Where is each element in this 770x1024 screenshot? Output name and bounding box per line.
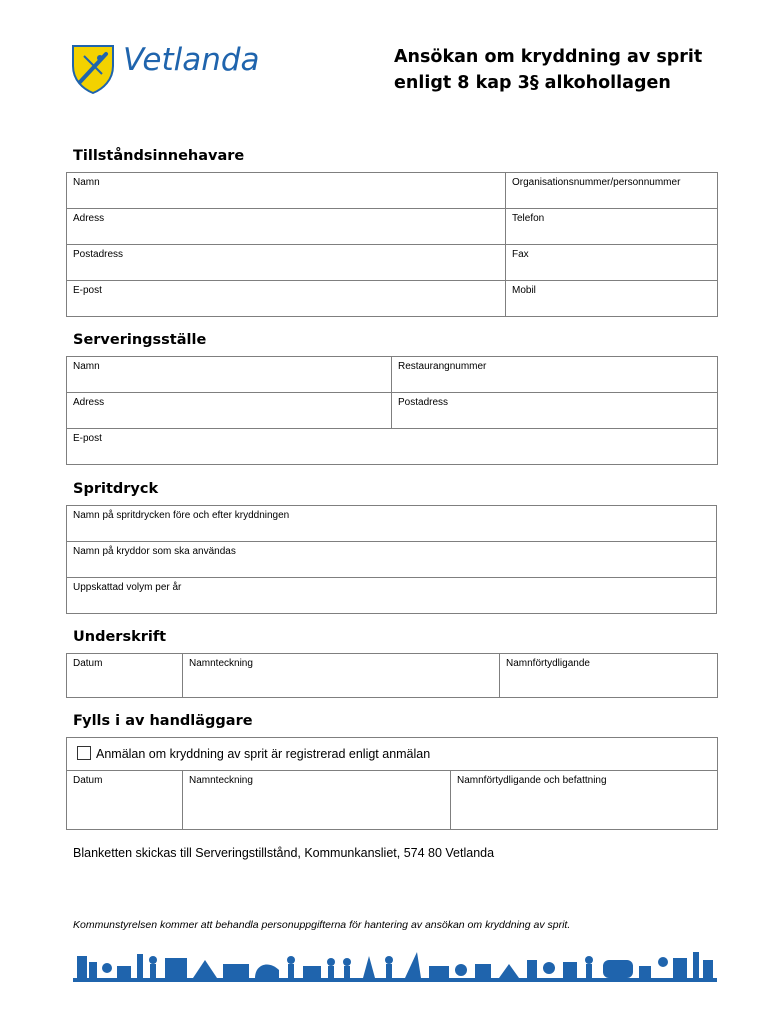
vetlanda-logo — [70, 44, 270, 94]
holder-name-field[interactable]: Namn — [67, 173, 506, 209]
mailing-address-note: Blanketten skickas till Serveringstillstånd, Kommunkansliet, 574 80 Vetlanda — [73, 846, 495, 860]
signature-date-field[interactable]: Datum — [67, 654, 183, 698]
holder-table — [66, 172, 718, 317]
footer-illustration — [73, 946, 717, 982]
signature-sign-field[interactable]: Namnteckning — [183, 654, 500, 698]
title-line-1: Ansökan om kryddning av sprit — [394, 47, 703, 67]
officer-date-field[interactable]: Datum — [67, 771, 183, 830]
holder-fax-field[interactable]: Fax — [506, 245, 718, 281]
coat-of-arms-icon — [70, 44, 116, 94]
privacy-note: Kommunstyrelsen kommer att behandla personuppgifterna för hantering av ansökan om kryddning av sprit. — [73, 919, 571, 931]
title-line-2: enligt 8 kap 3§ alkohollagen — [394, 73, 671, 93]
registered-checkbox[interactable] — [77, 746, 91, 760]
holder-postal-field[interactable]: Postadress — [67, 245, 506, 281]
holder-phone-field[interactable]: Telefon — [506, 209, 718, 245]
venue-address-field[interactable]: Adress — [67, 393, 392, 429]
holder-email-field[interactable]: E-post — [67, 281, 506, 317]
venue-postal-field[interactable]: Postadress — [392, 393, 718, 429]
officer-sign-field[interactable]: Namnteckning — [183, 771, 451, 830]
registered-checkbox-label: Anmälan om kryddning av sprit är registrerad enligt anmälan — [96, 747, 431, 761]
section-heading-officer: Fylls i av handläggare — [73, 713, 253, 729]
spice-names-field[interactable]: Namn på kryddor som ska användas — [67, 542, 717, 578]
holder-orgnr-field[interactable]: Organisationsnummer/personnummer — [506, 173, 718, 209]
officer-clarification-field[interactable]: Namnförtydligande och befattning — [451, 771, 718, 830]
signature-table — [66, 653, 718, 698]
section-heading-spirit: Spritdryck — [73, 481, 159, 497]
yearly-volume-field[interactable]: Uppskattad volym per år — [67, 578, 717, 614]
section-heading-holder: Tillståndsinnehavare — [73, 148, 245, 164]
signature-clarification-field[interactable]: Namnförtydligande — [500, 654, 718, 698]
holder-address-field[interactable]: Adress — [67, 209, 506, 245]
officer-registered-row[interactable] — [67, 738, 718, 771]
venue-restaurant-number-field[interactable]: Restaurangnummer — [392, 357, 718, 393]
spirit-name-field[interactable]: Namn på spritdrycken före och efter kryddningen — [67, 506, 717, 542]
venue-table — [66, 356, 718, 465]
holder-mobile-field[interactable]: Mobil — [506, 281, 718, 317]
officer-table — [66, 737, 718, 830]
venue-name-field[interactable]: Namn — [67, 357, 392, 393]
section-heading-venue: Serveringsställe — [73, 332, 207, 348]
section-heading-signature: Underskrift — [73, 629, 167, 645]
logo-wordmark: Vetlanda — [123, 42, 260, 78]
venue-email-field[interactable]: E-post — [67, 429, 718, 465]
spirit-table — [66, 505, 717, 614]
page-title — [394, 44, 734, 96]
